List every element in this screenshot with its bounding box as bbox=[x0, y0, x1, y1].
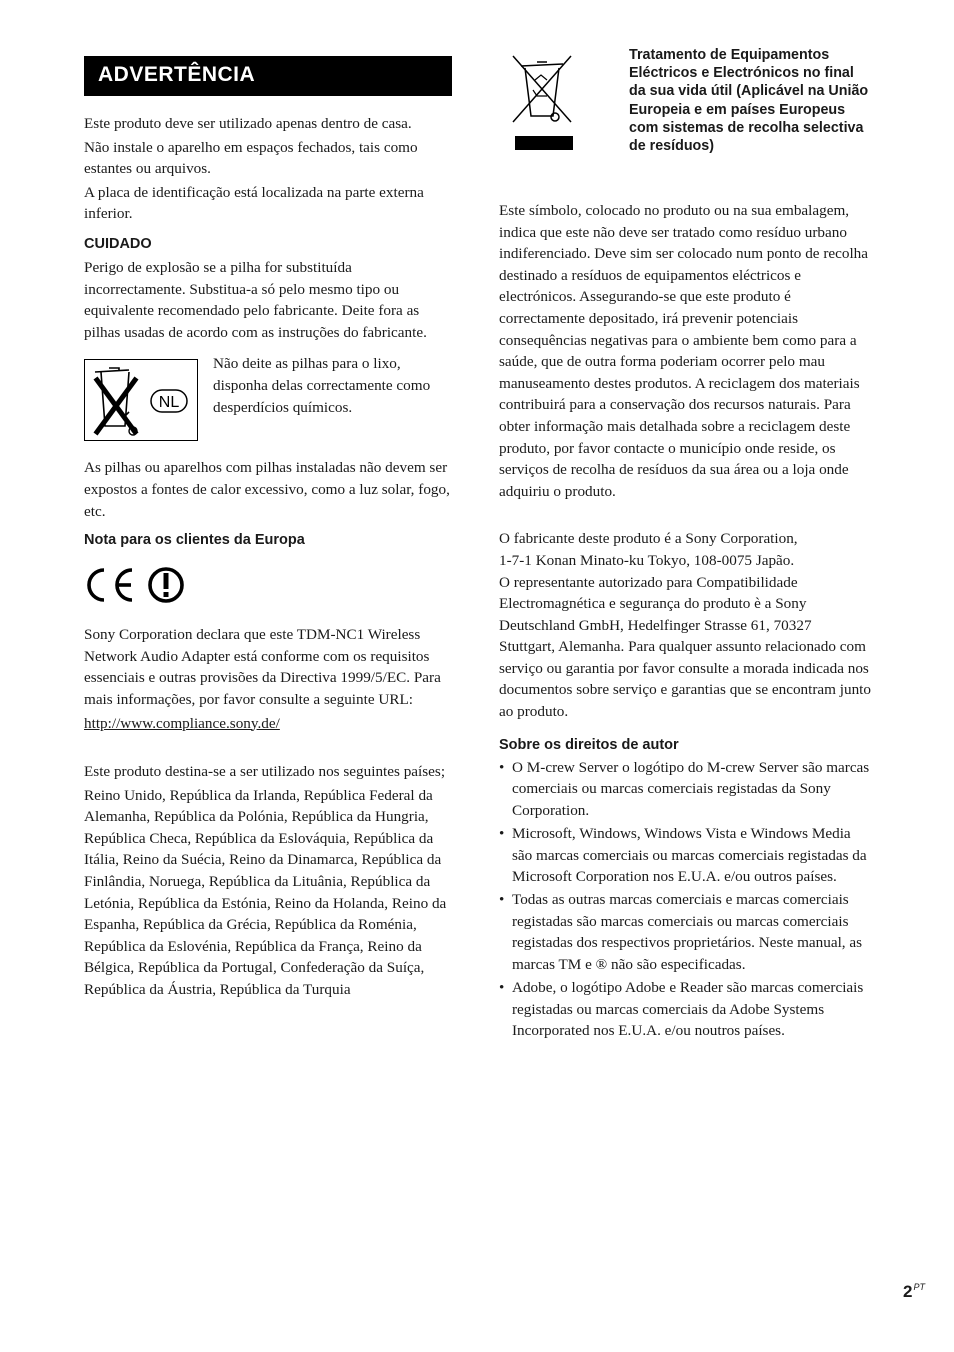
section-title: ADVERTÊNCIA bbox=[84, 56, 452, 96]
copyright-heading: Sobre os direitos de autor bbox=[499, 736, 679, 753]
compliance-link[interactable]: http://www.compliance.sony.de/ bbox=[84, 714, 280, 732]
ce-alert-mark bbox=[84, 562, 452, 610]
list-item: • Todas as outras marcas comerciais e marcas comerciais registadas são marcas comerciais ou marcas comerciais registadas dos respectivos proprietários. Neste manual, as marcas TM e ® não são especificadas. bbox=[499, 889, 871, 975]
intro-paragraph: Não instale o aparelho em espaços fechados, tais como estantes ou arquivos. bbox=[84, 138, 418, 178]
page-number bbox=[903, 1282, 925, 1302]
battery-notice bbox=[84, 355, 452, 443]
representative-text: O representante autorizado para Compatibilidade Electromagnética e segurança do produto è a Sony Deutschland GmbH, Hedelfinger Strasse 61, 70327 Stuttgart, Alemanha. Para qualquer assunto relacionado com serviço ou garantia por favor consulte a morada indicada nos documentos sobre serviço e garantias que se encontram junto ao produto. bbox=[499, 573, 871, 721]
right-column bbox=[499, 46, 871, 1043]
europe-heading: Nota para os clientes da Europa bbox=[84, 532, 305, 549]
crossed-bin-icon bbox=[85, 360, 197, 440]
list-item: • Microsoft, Windows, Windows Vista e Windows Media são marcas comerciais ou marcas comerciais registadas da Microsoft Corporation nos E.U.A. e/ou outros países. bbox=[499, 823, 871, 888]
weee-crossed-bin-icon bbox=[511, 50, 575, 150]
countries-list: Reino Unido, República da Irlanda, República Federal da Alemanha, República da Polónia, República da Hungria, República Checa, República da Eslováquia, República da Itália, Reino da Suécia, Reino da Dinamarca, República da Finlândia, Noruega, República da Lituânia, República da Letónia, República da Estónia, Reino da Holanda, Reino da Espanha, República da Grécia, República da Roménia, República da Eslovénia, República da França, Reino da Bélgica, República da Portugal, Confederação da Suíça, República da Áustria, República da Turquia bbox=[84, 786, 447, 999]
intro-paragraph: A placa de identificação está localizada na parte externa inferior. bbox=[84, 183, 424, 223]
countries-intro: Este produto destina-se a ser utilizado nos seguintes países; bbox=[84, 763, 446, 781]
page-language-suffix: PT bbox=[913, 1282, 925, 1292]
intro-paragraph: Este produto deve ser utilizado apenas dentro de casa. bbox=[84, 115, 412, 132]
declaration-text: Sony Corporation declara que este TDM-NC1 Wireless Network Audio Adapter está conforme com os requisitos essenciais e outras provisões da Directiva 1999/5/EC. Para mais informações, por favor consulte a seguinte URL: bbox=[84, 626, 441, 708]
copyright-list bbox=[499, 757, 871, 1042]
ce-mark-icon bbox=[84, 562, 194, 610]
page-number-value: 2 bbox=[903, 1282, 913, 1301]
cuidado-text: Perigo de explosão se a pilha for substituída incorrectamente. Substitua-a só pelo mesmo tipo ou equivalente recomendado pelo fabricante. Deite fora as pilhas usadas de acordo com as instruções do fabricante. bbox=[84, 258, 427, 341]
list-item: • Adobe, o logótipo Adobe e Reader são marcas comerciais registadas ou marcas comerciais da Adobe Systems Incorporated nos E.U.A. e/ou noutros países. bbox=[499, 977, 871, 1042]
manufacturer-line: O fabricante deste produto é a Sony Corporation, bbox=[499, 530, 798, 548]
battery-disposal-symbol bbox=[84, 359, 198, 441]
heat-warning: As pilhas ou aparelhos com pilhas instaladas não devem ser expostos a fontes de calor excessivo, como a luz solar, fogo, etc. bbox=[84, 459, 450, 520]
weee-heading: Tratamento de Equipamentos Eléctricos e Electrónicos no final da sua vida útil (Aplicável na União Europeia e em países Europeus com sistemas de recolha selectiva de resíduos) bbox=[629, 47, 869, 155]
weee-notice bbox=[499, 46, 871, 196]
manufacturer-address: 1-7-1 Konan Minato-ku Tokyo, 108-0075 Japão. bbox=[499, 551, 795, 569]
battery-disposal-text: Não deite as pilhas para o lixo, disponha delas correctamente como desperdícios químicos. bbox=[213, 355, 431, 416]
battery-icon-label: NL bbox=[158, 394, 180, 412]
cuidado-heading: CUIDADO bbox=[84, 235, 152, 252]
weee-text: Este símbolo, colocado no produto ou na sua embalagem, indica que este não deve ser tratado como resíduo urbano indiferenciado. Deve sim ser colocado num ponto de recolha destinado a resíduos de equipamentos eléctricos e electrónicos. Assegurando-se que este produto é correctamente depositado, irá prevenir potenciais consequências negativas para o ambiente bem como para a saúde, que de outra forma poderiam ocorrer pelo mau manuseamento destes produtos. A reciclagem dos materiais contribuirá para a conservação dos recursos naturais. Para obter informação mais detalhada sobre a reciclagem deste produto, por favor contacte o município onde reside, os serviços de recolha de resíduos da sua área ou a loja onde adquiriu o produto. bbox=[499, 202, 869, 500]
left-column bbox=[84, 56, 452, 1001]
list-item: • O M-crew Server o logótipo do M-crew Server são marcas comerciais ou marcas comerciais registadas da Sony Corporation. bbox=[499, 757, 871, 822]
